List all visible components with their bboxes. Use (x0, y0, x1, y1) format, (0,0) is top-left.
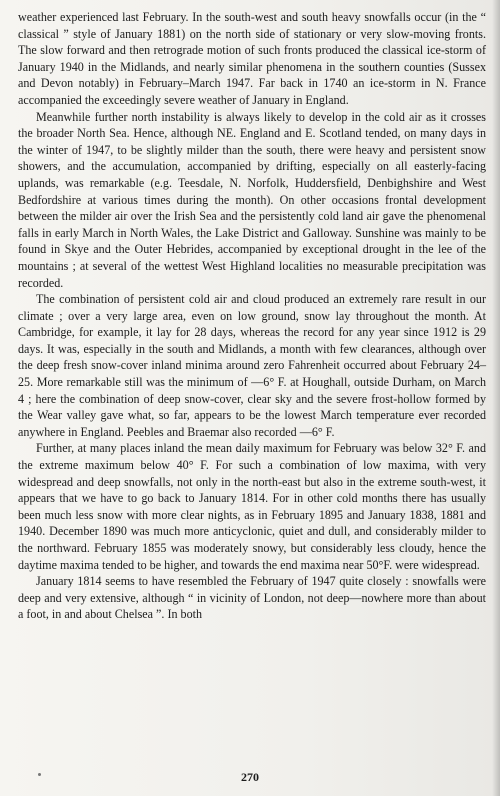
paragraph-january-1814: January 1814 seems to have resembled the February of 1947 quite closely : snowfalls were deep and very extensive, although “ in vicinity of London, not deep—nowhere more than about a foot, in and about Chelsea ”. In both (18, 574, 486, 622)
page-number: 270 (241, 770, 259, 784)
paragraph-low-maxima: Further, at many places inland the mean daily maximum for February was below 32° F. and the extreme maximum below 40° F. For such a combination of low maxima, with very widespread and deep snowfalls, not only in the north-east but also in the extreme south-west, it appears that we have to go back to January 1814. For in other cold months there has usually been much less snow with more clear nights, as in February 1895 and January 1838, 1881 and 1940. December 1890 was much more anticyclonic, quiet and dull, and considerably milder to the northward. February 1855 was moderately snowy, but considerably less cloudy, hence the daytime maxima tended to be higher, and towards the end maxima near 50°F. were widespread. (18, 441, 486, 572)
body-text (18, 9, 486, 623)
page-edge-shadow (492, 0, 500, 796)
paragraph-continuation: weather experienced last February. In the south-west and south heavy snowfalls occur (in the “ classical ” style of January 1881) on the north side of stationary or very slow-moving fronts. The slow forward and then retrograde motion of such fronts produced the classical ice-storm of January 1940 in the Midlands, and nearly similar phenomena in the southern counties (Sussex and Devon notably) in February–March 1947. Far back in 1740 an ice-storm in N. France accompanied the exceedingly severe weather of January in England. (18, 10, 486, 107)
paragraph-persistent-cold: The combination of persistent cold air and cloud produced an extremely rare result in our climate ; over a very large area, even on low ground, snow lay throughout the month. At Cambridge, for example, it lay for 28 days, whereas the record for any year since 1912 is 29 days. It was, especially in the south and Midlands, a month with few clearances, although over the deep fresh snow-cover inland minima around zero Fahrenheit occurred about February 24–25. More remarkable still was the minimum of —6° F. at Houghall, outside Durham, on March 4 ; here the combination of deep snow-cover, clear sky and the severe frost-hollow formed by the Wear valley gave what, so far, appears to be the lowest March temperature ever recorded anywhere in England. Peebles and Braemar also recorded —6° F. (18, 292, 486, 439)
paragraph-north-instability: Meanwhile further north instability is always likely to develop in the cold air as it crosses the broader North Sea. Hence, although NE. England and E. Scotland tended, on many days in the winter of 1947, to be slightly milder than the south, there were heavy and persistent snow showers, and the accumulation, accompanied by drifting, especially on all easterly-facing uplands, was remarkable (e.g. Teesdale, N. Norfolk, Huddersfield, Denbighshire and West Bedfordshire at various times during the month). On other occasions frontal development between the milder air over the Irish Sea and the persistently cold land air gave the phenomenal falls in early March in North Wales, the Lake District and Galloway. Sunshine was mainly to be found in Skye and the Outer Hebrides, accompanied by exceptional drought in the lee of the mountains ; at several of the wettest West Highland localities no measurable precipitation was recorded. (18, 109, 486, 290)
